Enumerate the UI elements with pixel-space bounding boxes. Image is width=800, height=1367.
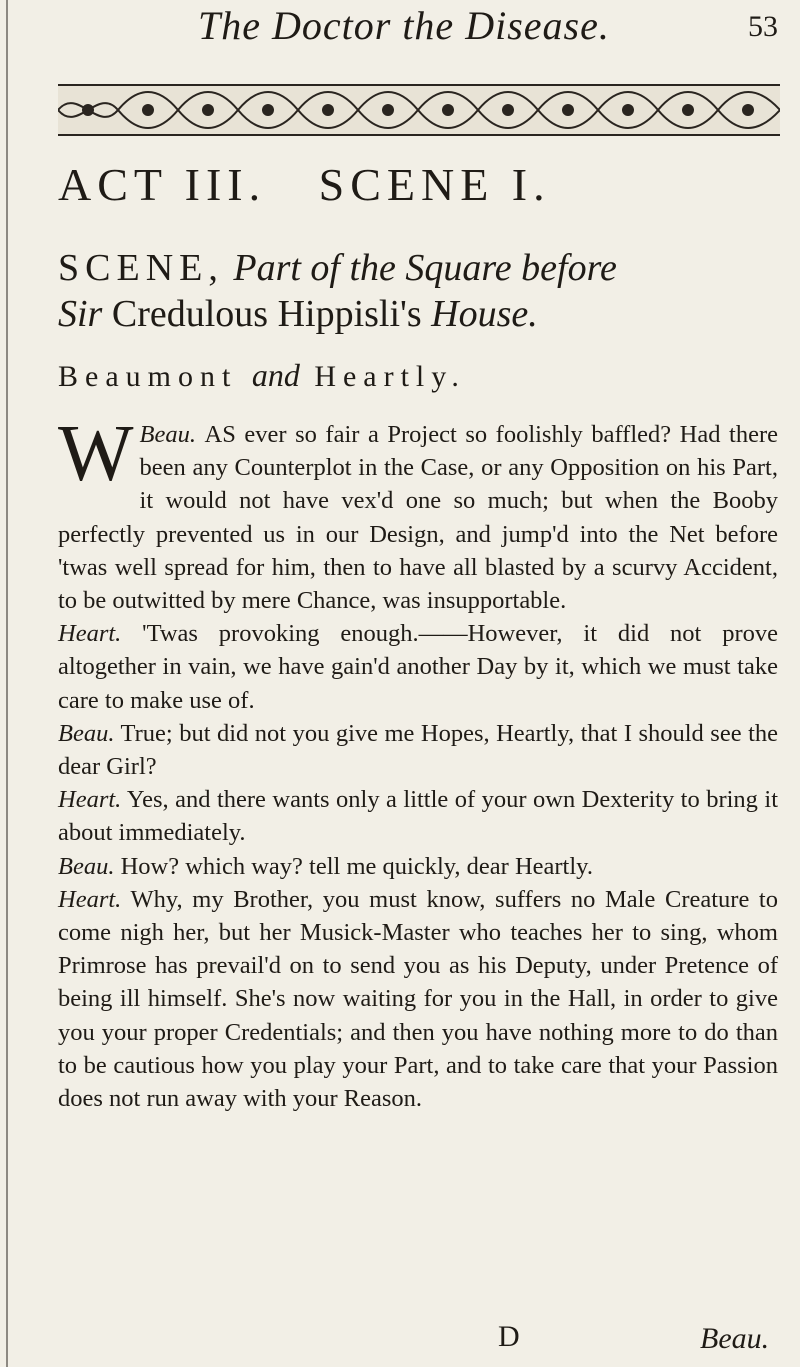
act-scene-heading: ACT III. SCENE I. [58, 159, 551, 210]
speaker-label: Heart. [58, 620, 122, 648]
dialogue-body [58, 410, 778, 1115]
scene-label: SCENE, [58, 247, 224, 289]
scene-owner-name: Credulous Hippisli's [111, 293, 422, 335]
speech-text: True; but did not you give me Hopes, Heartly, that I should see the dear Girl? [58, 719, 778, 781]
speech [58, 850, 778, 883]
page-footer [0, 1320, 800, 1360]
page-number: 53 [748, 10, 778, 43]
speaker-label: Heart. [58, 786, 122, 814]
decorative-headpiece [58, 82, 780, 138]
speech-text: Why, my Brother, you must know, suffers no Male Creature to come nigh her, but her Musick-Master who teaches her to sing, whom Primrose has prevail'd on to send you as his Deputy, under Pretence of being ill himself. She's now waiting for you in the Hall, in order to give you your proper Credentials; and then you have nothing more to do than to be cautious how you play your Part, and to take care that your Passion does not run away with your Reason. [58, 885, 778, 1113]
scene-house: House. [431, 293, 538, 335]
running-title: The Doctor the Disease. [198, 3, 610, 48]
speaker-label: Beau. [58, 852, 115, 880]
scene-description [58, 245, 778, 337]
scene-title-sir: Sir [58, 293, 103, 335]
scene-location: Part of the Square before [233, 247, 617, 289]
page-header [0, 2, 800, 62]
signature-mark: D [498, 1320, 520, 1353]
speaker-label: Heart. [58, 885, 122, 913]
speech-text: Yes, and there wants only a little of your own Dexterity to bring it about immediately. [58, 786, 778, 847]
character-beaumont: Beaumont [58, 360, 238, 393]
characters-conjunction: and [251, 357, 300, 393]
speech [58, 783, 778, 849]
character-heartly: Heartly. [314, 360, 466, 393]
speaker-label: Beau. [139, 421, 196, 448]
speech [58, 617, 778, 717]
speech-text: AS ever so fair a Project so foolishly baffled? Had there been any Counterplot in the Case, or any Opposition on his Part, it would not have vex'd one so much; but when the Booby perfectly prevented us in our Design, and jump'd into the Net before 'twas well spread for him, then to have all blasted by a scurvy Accident, to be outwitted by mere Chance, was insupportable. [58, 421, 778, 615]
characters-present [58, 357, 466, 394]
binding-edge [6, 0, 8, 1367]
speech [58, 883, 778, 1115]
speech [58, 410, 778, 617]
speech-text: 'Twas provoking enough.——However, it did not prove altogether in vain, we have gain'd another Day by it, which we must take care to make use of. [58, 620, 778, 714]
catchword: Beau. [700, 1322, 770, 1355]
speech-text: How? which way? tell me quickly, dear Heartly. [120, 852, 593, 880]
drop-cap: W [58, 410, 134, 498]
speech [58, 717, 778, 783]
speaker-label: Beau. [58, 719, 115, 747]
